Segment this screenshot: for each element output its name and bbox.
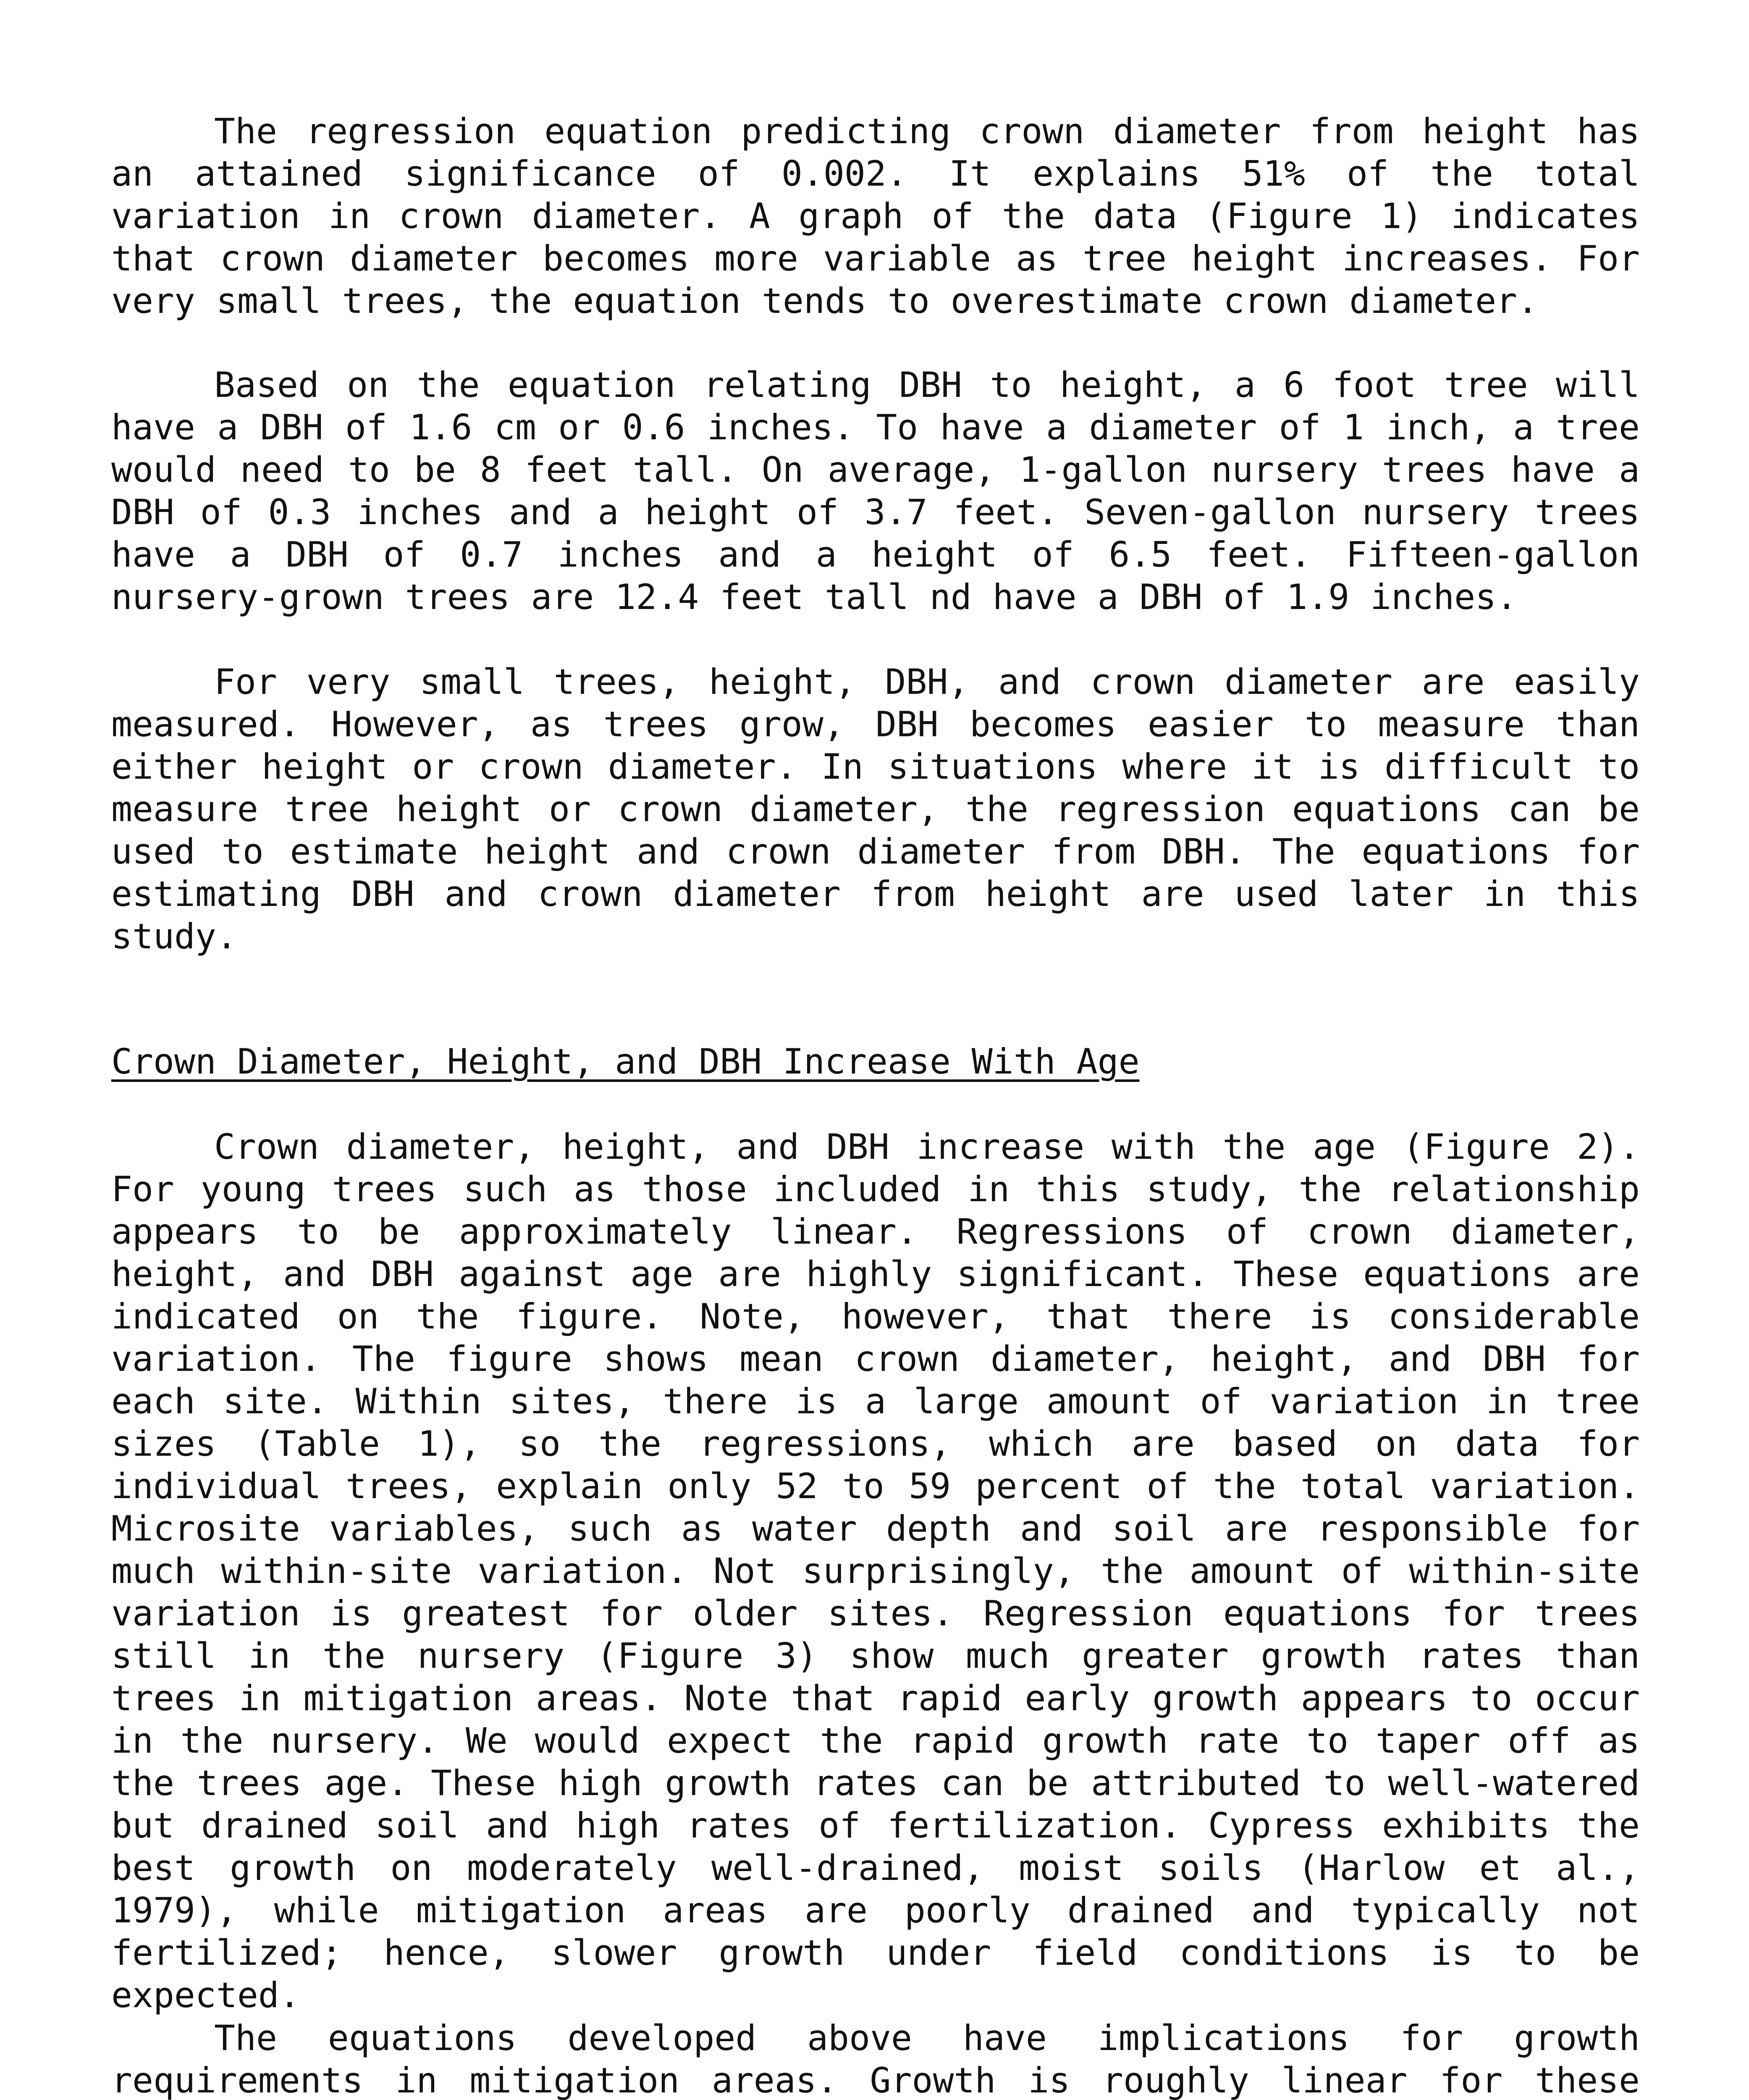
paragraph-measurement: For very small trees, height, DBH, and crown diameter are easily measured. However, as trees grow, DBH becomes easier to measure than either height or crown diameter. In situations where it is difficult to measure tree height or crown diameter, the regression equations can be used to estimate height and crown diameter from DBH. The equations for estimating DBH and crown diameter from height are used later in this study.	[111, 662, 1640, 957]
paragraph-dbh-height: Based on the equation relating DBH to height, a 6 foot tree will have a DBH of 1.6 cm or 0.6 inches. To have a diameter of 1 inch, a tree would need to be 8 feet tall. On average, 1-gallon nursery trees have a DBH of 0.3 inches and a height of 3.7 feet. Seven-gallon nursery trees have a DBH of 0.7 inches and a height of 6.5 feet. Fifteen-gallon nursery-grown trees are 12.4 feet tall nd have a DBH of 1.9 inches.	[111, 365, 1640, 617]
paragraph-crown-regression: The regression equation predicting crown diameter from height has an attained significance of 0.002. It explains 51% of the total variation in crown diameter. A graph of the data (Figure 1) indicates that crown diameter becomes more variable as tree height increases. For very small trees, the equation tends to overestimate crown diameter.	[111, 111, 1640, 321]
paragraph-age-growth: Crown diameter, height, and DBH increase with the age (Figure 2). For young trees such as those included in this study, the relationship appears to be approximately linear. Regressions of crown diameter, height, and DBH against age are highly significant. These equations are indicated on the figure. Note, however, that there is considerable variation. The figure shows mean crown diameter, height, and DBH for each site. Within sites, there is a large amount of variation in tree sizes (Table 1), so the regressions, which are based on data for individual trees, explain only 52 to 59 percent of the total variation. Microsite variables, such as water depth and soil are responsible for much within-site variation. Not surprisingly, the amount of within-site variation is greatest for older sites. Regression equations for trees still in the nursery (Figure 3) show much greater growth rates than trees in mitigation areas. Note that rapid early growth appears to occur in the nursery. We would expect the rapid growth rate to taper off as the trees age. These high growth rates can be attributed to well-watered but drained soil and high rates of fertilization. Cypress exhibits the best growth on moderately well-drained, moist soils (Harlow et al., 1979), while mitigation areas are poorly drained and typically not fertilized; hence, slower growth under field conditions is to be expected.	[111, 1126, 1640, 2016]
paragraph-growth-requirements: The equations developed above have implications for growth requirements in mitigation areas. Growth is roughly linear for these	[111, 2018, 1640, 2100]
section-heading: Crown Diameter, Height, and DBH Increase With Age	[111, 1041, 1140, 1082]
